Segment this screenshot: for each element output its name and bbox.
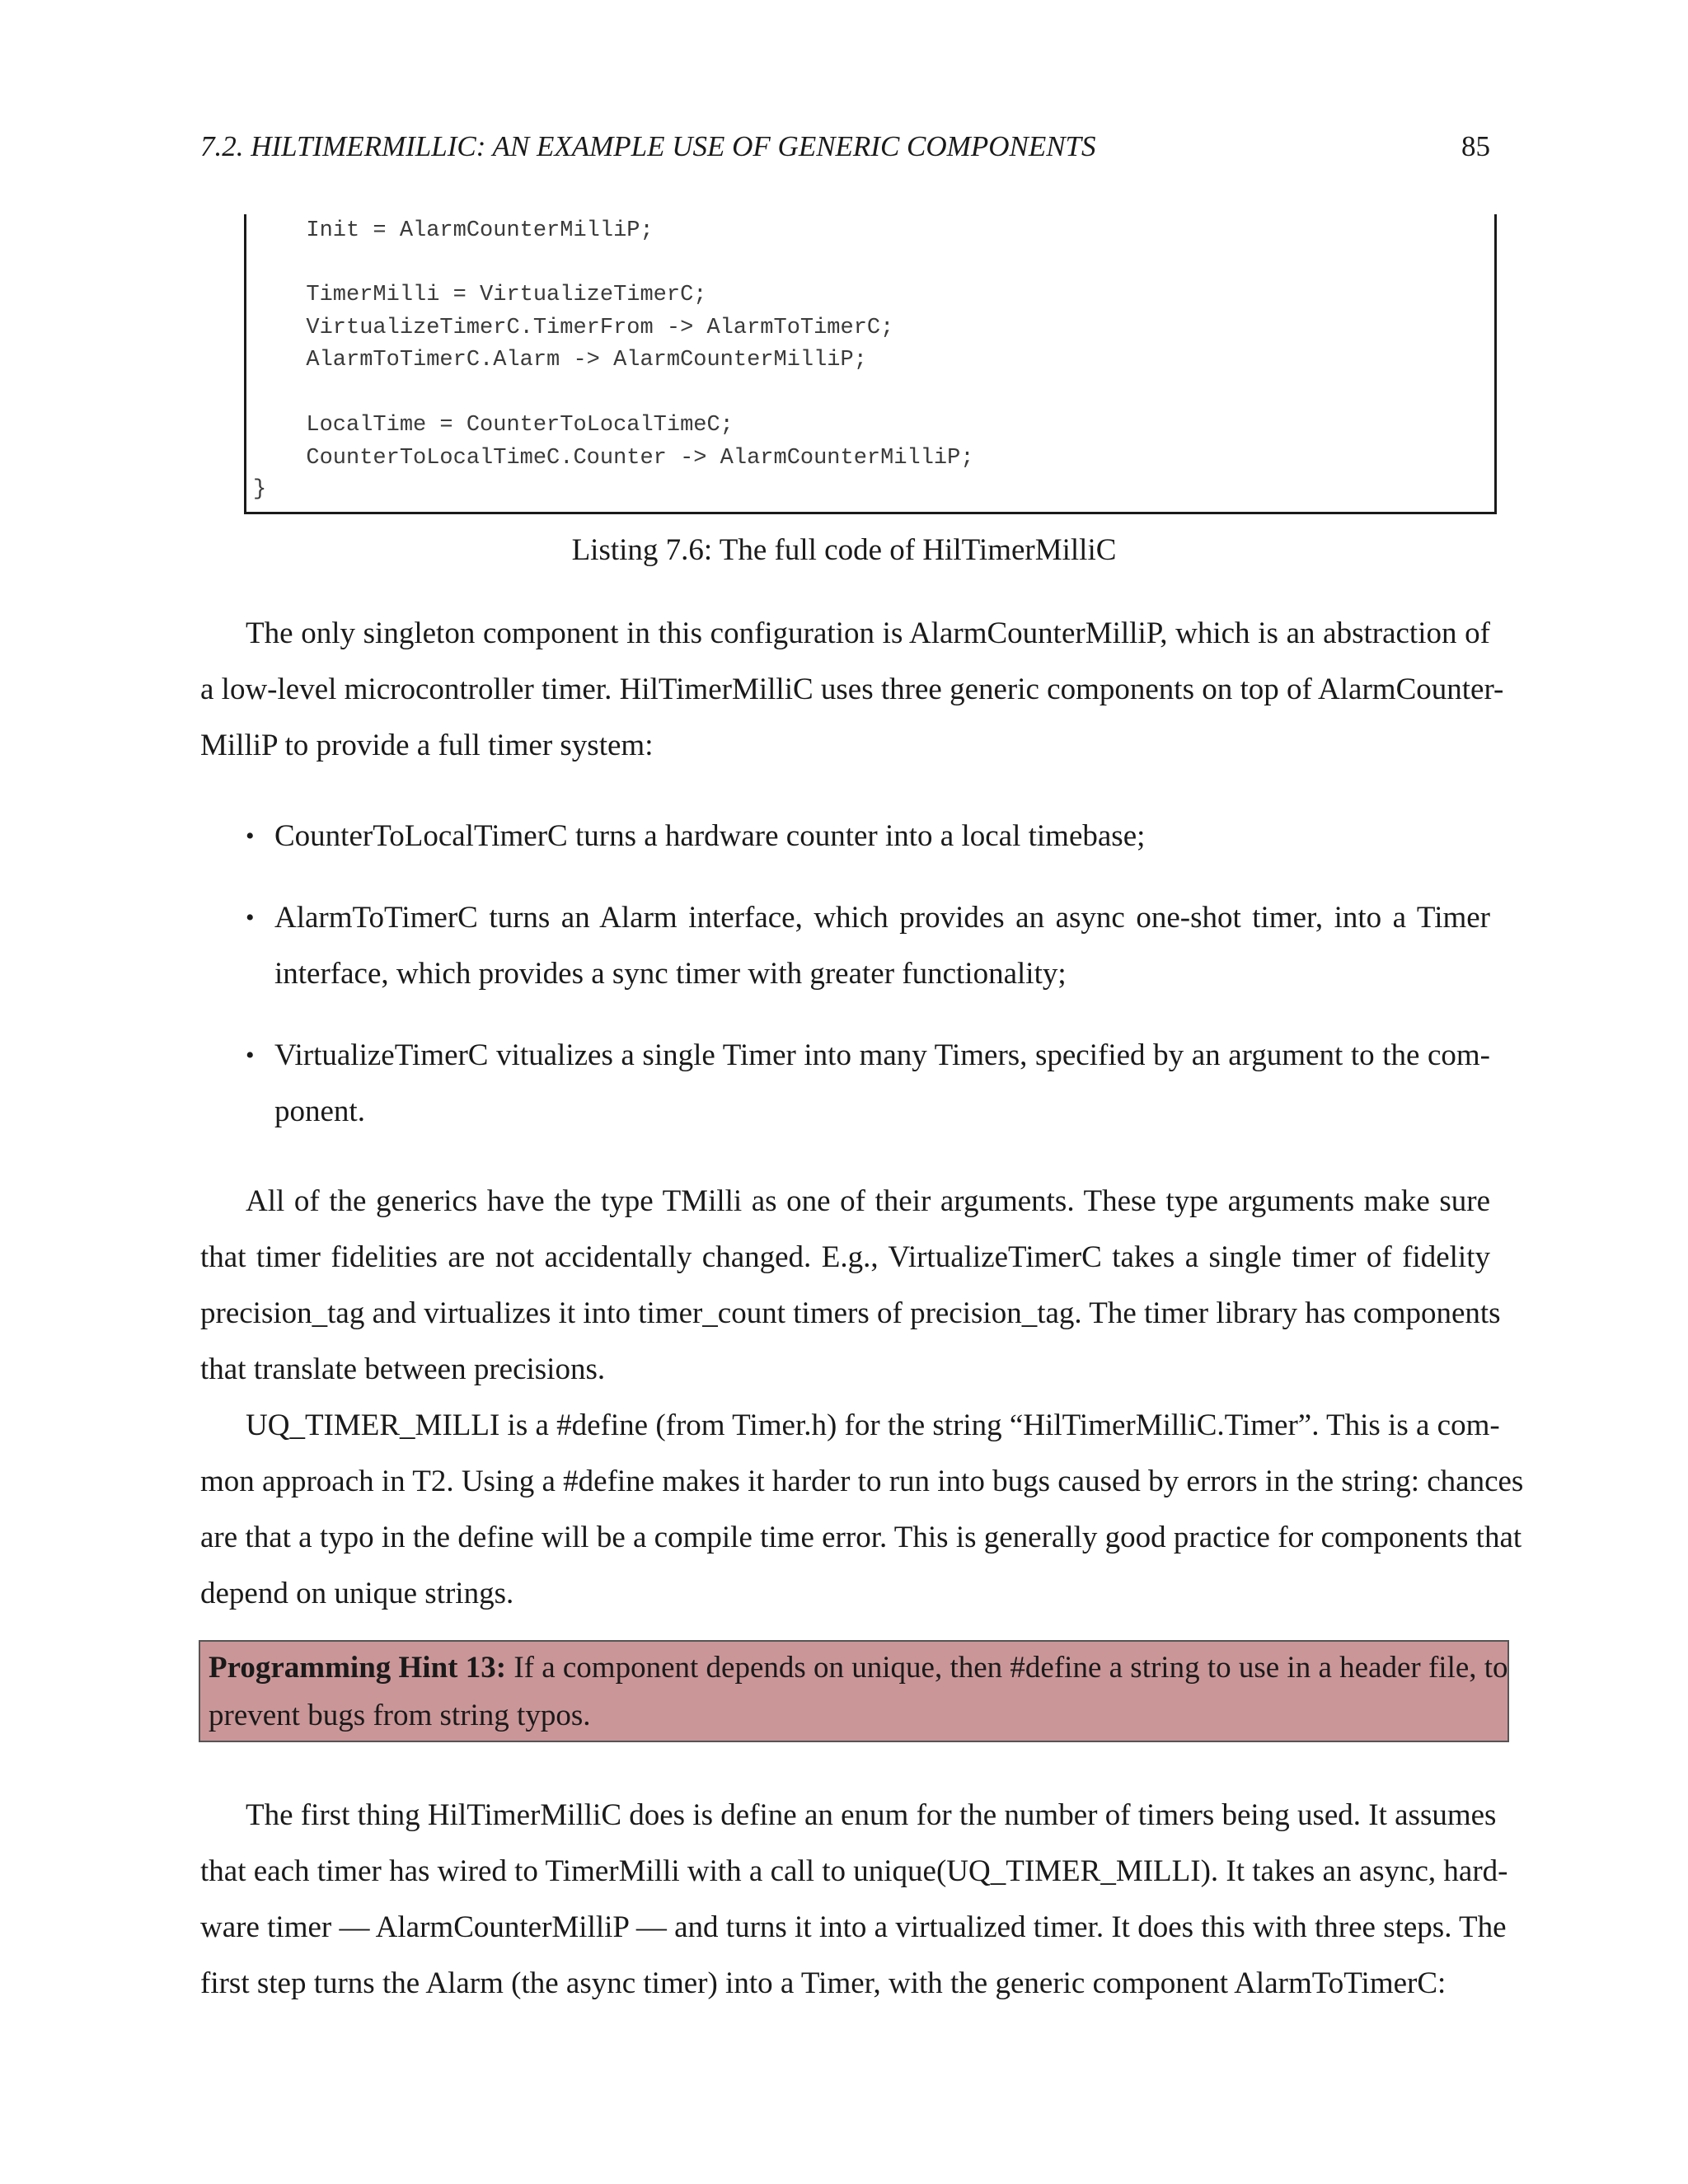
paragraph-line: that timer fidelities are not accidentally changed. E.g., VirtualizeTimerC takes a single timer of fidelity — [200, 1240, 1490, 1274]
hint-text: If a component depends on unique, then #define a string to use in a header file, to — [506, 1651, 1508, 1685]
hint-line: prevent bugs from string typos. — [209, 1699, 591, 1732]
code-line: } — [253, 477, 267, 502]
paragraph-line: that translate between precisions. — [200, 1352, 606, 1386]
code-line: Init = AlarmCounterMilliP; — [279, 218, 654, 243]
section-title: 7.2. HILTIMERMILLIC: AN EXAMPLE USE OF GENERIC COMPONENTS — [200, 130, 1096, 162]
page-number: 85 — [1461, 130, 1490, 162]
paragraph-line: are that a typo in the define will be a compile time error. This is generally good practice for components that — [200, 1521, 1522, 1554]
paragraph-line: precision_tag and virtualizes it into timer_count timers of precision_tag. The timer library has components — [200, 1296, 1501, 1330]
paragraph-line: The first thing HilTimerMilliC does is define an enum for the number of timers being used. It assumes — [246, 1798, 1497, 1832]
bullet-marker: • — [246, 904, 255, 931]
paragraph-line: depend on unique strings. — [200, 1577, 514, 1610]
paragraph-line: The only singleton component in this configuration is AlarmCounterMilliP, which is an abstraction of — [246, 616, 1490, 650]
bullet-marker: • — [246, 1042, 255, 1069]
paragraph-line: first step turns the Alarm (the async timer) into a Timer, with the generic component AlarmToTimerC: — [200, 1966, 1447, 2000]
code-line: LocalTime = CounterToLocalTimeC; — [279, 413, 734, 438]
code-line: CounterToLocalTimeC.Counter -> AlarmCounterMilliP; — [279, 446, 974, 471]
hint-line — [209, 1647, 1508, 1690]
paragraph-line: mon approach in T2. Using a #define makes it harder to run into bugs caused by errors in the string: chances — [200, 1465, 1524, 1498]
paragraph-line: MilliP to provide a full timer system: — [200, 729, 654, 762]
paragraph-line: All of the generics have the type TMilli as one of their arguments. These type arguments make sure — [246, 1184, 1490, 1218]
code-line: VirtualizeTimerC.TimerFrom -> AlarmToTimerC; — [279, 316, 894, 340]
listing-caption: Listing 7.6: The full code of HilTimerMilliC — [571, 533, 1117, 567]
code-line: AlarmToTimerC.Alarm -> AlarmCounterMilliP; — [279, 348, 867, 373]
running-header — [200, 125, 1490, 168]
bullet-marker: • — [246, 823, 255, 850]
bullet-item: CounterToLocalTimerC turns a hardware counter into a local timebase; — [274, 819, 1146, 853]
bullet-item: ponent. — [274, 1094, 365, 1128]
code-listing — [244, 214, 1497, 514]
paragraph-line: a low-level microcontroller timer. HilTimerMilliC uses three generic components on top of AlarmCounter- — [200, 673, 1504, 706]
hint-label: Programming Hint 13: — [209, 1651, 507, 1685]
code-line: TimerMilli = VirtualizeTimerC; — [279, 283, 707, 307]
paragraph-line: UQ_TIMER_MILLI is a #define (from Timer.h) for the string “HilTimerMilliC.Timer”. This is a com- — [246, 1408, 1500, 1442]
bullet-item: VirtualizeTimerC vitualizes a single Timer into many Timers, specified by an argument to the com- — [274, 1038, 1490, 1072]
bullet-item: interface, which provides a sync timer with greater functionality; — [274, 957, 1067, 991]
bullet-item: AlarmToTimerC turns an Alarm interface, which provides an async one-shot timer, into a Timer — [274, 901, 1490, 935]
paragraph-line: ware timer — AlarmCounterMilliP — and turns it into a virtualized timer. It does this with three steps. The — [200, 1910, 1507, 1944]
paragraph-line: that each timer has wired to TimerMilli with a call to unique(UQ_TIMER_MILLI). It takes an async, hard- — [200, 1854, 1508, 1888]
programming-hint-box — [199, 1640, 1509, 1742]
